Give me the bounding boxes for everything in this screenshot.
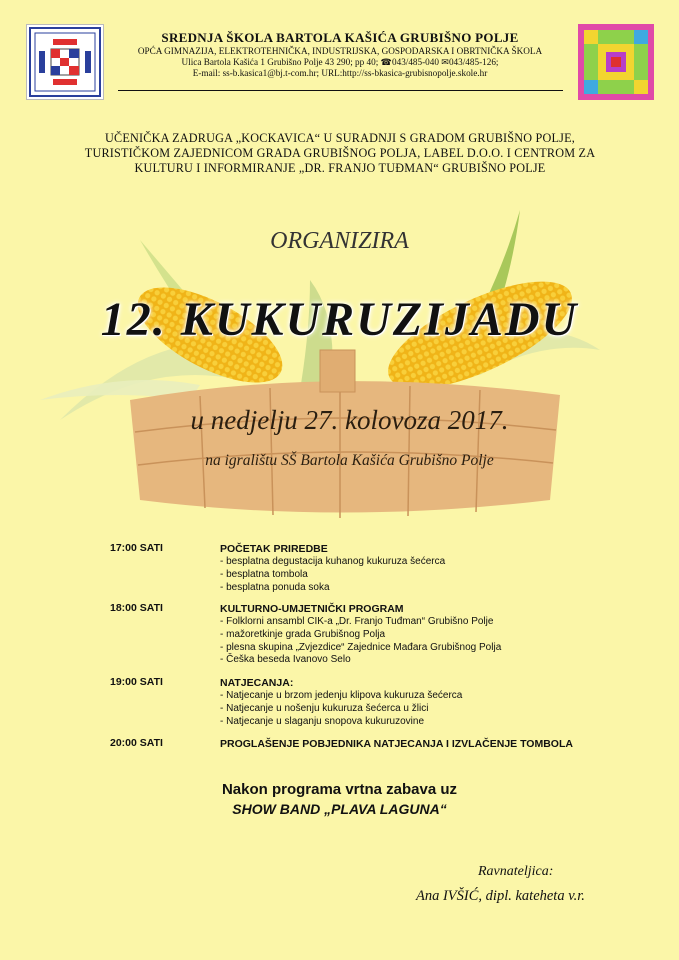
cooperative-logo [578, 24, 654, 100]
program-item: - plesna skupina „Zvjezdice“ Zajednice Mađara Grubišnog Polja [220, 641, 502, 653]
school-address: Ulica Bartola Kašića 1 Grubišno Polje 43 290; pp 40; ☎043/485-040 ✉043/485-126; [181, 57, 499, 67]
intro-line-2: TURISTIČKOM ZAJEDNICOM GRADA GRUBIŠNOG POLJA, LABEL D.O.O. I CENTROM ZA [84, 146, 596, 160]
program-time: 17:00 SATI [110, 542, 163, 554]
program-time: 18:00 SATI [110, 602, 163, 614]
program-item: - Natjecanje u brzom jedenju klipova kukuruza šećerca [220, 690, 463, 701]
program-item: - Natjecanje u nošenju kukuruza šećerca u žlici [220, 702, 429, 714]
intro-line-1: UČENIČKA ZADRUGA „KOCKAVICA“ U SURADNJI S GRADOM GRUBIŠNO POLJE, [105, 131, 575, 145]
program-event: POČETAK PRIREDBE [220, 543, 328, 555]
school-contact: E-mail: ss-b.kasica1@bj.t-com.hr; URL:http://ss-bkasica-grubisnopolje.skole.hr [192, 68, 488, 78]
school-programs: OPĆA GIMNAZIJA, ELEKTROTEHNIČKA, INDUSTRIJSKA, GOSPODARSKA I OBRTNIČKA ŠKOLA [137, 46, 543, 56]
program-item: - besplatna tombola [220, 568, 308, 580]
organizers-intro [60, 131, 620, 176]
program-event: NATJECANJA: [220, 677, 294, 689]
event-venue: na igralištu SŠ Bartola Kašića Grubišno Polje [205, 452, 494, 469]
school-name: SREDNJA ŠKOLA BARTOLA KAŠIĆA GRUBIŠNO POLJE [161, 30, 519, 45]
program-time: 20:00 SATI [110, 737, 163, 749]
event-title: 12. KUKURUZIJADU [100, 293, 579, 346]
program-item: - mažoretkinje grada Grubišnog Polja [220, 628, 386, 640]
program-item: - besplatna ponuda soka [220, 581, 330, 593]
signature-name: Ana IVŠIĆ, dipl. kateheta v.r. [416, 888, 585, 904]
intro-line-3: KULTURU I INFORMIRANJE „DR. FRANJO TUĐMAN“ GRUBIŠNO POLJE [134, 161, 546, 175]
program-item: - Folklorni ansambl CIK-a „Dr. Franjo Tuđman“ Grubišno Polje [220, 616, 494, 627]
program-item: - Natjecanje u slaganju snopova kukuruzovine [220, 715, 425, 727]
organizira-heading: ORGANIZIRA [270, 228, 409, 254]
event-date: u nedjelju 27. kolovoza 2017. [190, 405, 509, 435]
program-event: PROGLAŠENJE POBJEDNIKA NATJECANJA I IZVLAČENJE TOMBOLA [220, 738, 573, 750]
signature-role: Ravnateljica: [478, 864, 554, 879]
program-event: KULTURNO-UMJETNIČKI PROGRAM [220, 603, 404, 615]
school-header [110, 30, 570, 79]
header-divider [118, 90, 563, 91]
band-name: SHOW BAND „PLAVA LAGUNA“ [232, 801, 447, 817]
program-item: - besplatna degustacija kuhanog kukuruza šećerca [220, 556, 446, 567]
program-item: - Češka beseda Ivanovo Selo [220, 654, 351, 666]
program-time: 19:00 SATI [110, 676, 163, 688]
school-logo-left [26, 24, 104, 100]
after-program-text: Nakon programa vrtna zabava uz [221, 781, 458, 798]
